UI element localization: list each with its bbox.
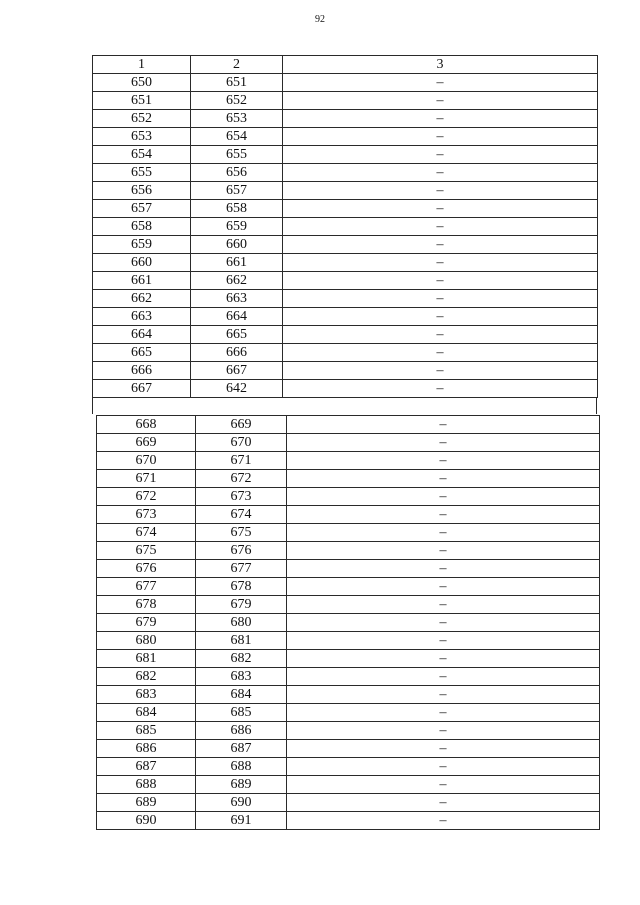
table-cell-col3: – xyxy=(287,686,600,704)
table-header-row xyxy=(93,56,598,74)
column-header-2: 2 xyxy=(191,56,283,74)
column-header-3: 3 xyxy=(283,56,598,74)
table-row xyxy=(97,812,600,830)
table-cell-col1: 652 xyxy=(93,110,191,128)
table-cell-col3: – xyxy=(287,488,600,506)
table-cell-col3: – xyxy=(283,182,598,200)
table-cell-col3: – xyxy=(287,578,600,596)
table-cell-col2: 683 xyxy=(196,668,287,686)
table-cell-col3: – xyxy=(283,344,598,362)
table-cell-col2: 684 xyxy=(196,686,287,704)
table-cell-col2: 679 xyxy=(196,596,287,614)
table-cell-col2: 642 xyxy=(191,380,283,398)
table-row xyxy=(97,542,600,560)
table-cell-col2: 687 xyxy=(196,740,287,758)
table-row xyxy=(93,236,598,254)
table-cell-col2: 659 xyxy=(191,218,283,236)
table-cell-col1: 662 xyxy=(93,290,191,308)
data-table-top xyxy=(92,55,598,398)
table-cell-col1: 661 xyxy=(93,272,191,290)
table-cell-col3: – xyxy=(287,650,600,668)
table-row xyxy=(97,614,600,632)
table-cell-col1: 651 xyxy=(93,92,191,110)
table-cell-col2: 656 xyxy=(191,164,283,182)
table-cell-col1: 657 xyxy=(93,200,191,218)
table-cell-col1: 658 xyxy=(93,218,191,236)
table-row xyxy=(93,182,598,200)
table-cell-col1: 675 xyxy=(97,542,196,560)
table-cell-col2: 662 xyxy=(191,272,283,290)
table-row xyxy=(93,92,598,110)
table-cell-col1: 681 xyxy=(97,650,196,668)
table-row xyxy=(97,524,600,542)
table-cell-col1: 667 xyxy=(93,380,191,398)
table-cell-col1: 678 xyxy=(97,596,196,614)
table-cell-col3: – xyxy=(287,722,600,740)
table-row xyxy=(97,488,600,506)
table-cell-col2: 685 xyxy=(196,704,287,722)
table-cell-col3: – xyxy=(287,632,600,650)
table-cell-col2: 681 xyxy=(196,632,287,650)
table-cell-col2: 672 xyxy=(196,470,287,488)
table-cell-col1: 669 xyxy=(97,434,196,452)
table-cell-col3: – xyxy=(287,740,600,758)
table-cell-col3: – xyxy=(287,560,600,578)
table-cell-col1: 673 xyxy=(97,506,196,524)
table-row xyxy=(93,164,598,182)
table-row xyxy=(93,218,598,236)
table-cell-col2: 653 xyxy=(191,110,283,128)
table-cell-col1: 668 xyxy=(97,416,196,434)
table-row xyxy=(93,326,598,344)
table-cell-col2: 661 xyxy=(191,254,283,272)
table-cell-col2: 673 xyxy=(196,488,287,506)
table-row xyxy=(93,146,598,164)
column-header-1: 1 xyxy=(93,56,191,74)
table-cell-col1: 654 xyxy=(93,146,191,164)
table-cell-col3: – xyxy=(283,128,598,146)
table-row xyxy=(97,740,600,758)
table-cell-col1: 684 xyxy=(97,704,196,722)
table-cell-col3: – xyxy=(283,290,598,308)
table-cell-col2: 669 xyxy=(196,416,287,434)
table-cell-col1: 688 xyxy=(97,776,196,794)
table-row xyxy=(97,434,600,452)
table-cell-col2: 655 xyxy=(191,146,283,164)
table-cell-col1: 680 xyxy=(97,632,196,650)
table-cell-col1: 660 xyxy=(93,254,191,272)
table-cell-col2: 657 xyxy=(191,182,283,200)
table-cell-col3: – xyxy=(283,200,598,218)
table-cell-col3: – xyxy=(283,272,598,290)
table-cell-col2: 678 xyxy=(196,578,287,596)
table-cell-col1: 671 xyxy=(97,470,196,488)
table-row xyxy=(97,506,600,524)
table-cell-col1: 653 xyxy=(93,128,191,146)
table-gap-row xyxy=(92,397,597,414)
table-cell-col1: 677 xyxy=(97,578,196,596)
table-row xyxy=(93,380,598,398)
data-table-bottom xyxy=(96,415,600,830)
table-row xyxy=(93,272,598,290)
table-cell-col3: – xyxy=(287,596,600,614)
table-cell-col3: – xyxy=(283,380,598,398)
table-cell-col3: – xyxy=(287,434,600,452)
table-cell-col2: 675 xyxy=(196,524,287,542)
table-row xyxy=(93,344,598,362)
table-cell-col1: 683 xyxy=(97,686,196,704)
table-row xyxy=(93,74,598,92)
table-cell-col1: 665 xyxy=(93,344,191,362)
table-cell-col3: – xyxy=(283,218,598,236)
table-cell-col3: – xyxy=(287,542,600,560)
table-row xyxy=(97,686,600,704)
table-cell-col2: 676 xyxy=(196,542,287,560)
table-cell-col3: – xyxy=(287,506,600,524)
table-row xyxy=(97,668,600,686)
table-cell-col1: 674 xyxy=(97,524,196,542)
table-cell-col2: 664 xyxy=(191,308,283,326)
table-row xyxy=(97,758,600,776)
table-row xyxy=(97,722,600,740)
table-cell-col2: 658 xyxy=(191,200,283,218)
table-cell-col2: 671 xyxy=(196,452,287,470)
table-cell-col2: 651 xyxy=(191,74,283,92)
table-cell-col3: – xyxy=(283,164,598,182)
table-cell-col1: 685 xyxy=(97,722,196,740)
table-cell-col1: 666 xyxy=(93,362,191,380)
table-row xyxy=(97,650,600,668)
table-cell-col1: 682 xyxy=(97,668,196,686)
table-cell-col1: 690 xyxy=(97,812,196,830)
table-cell-col1: 670 xyxy=(97,452,196,470)
table-cell-col3: – xyxy=(287,812,600,830)
table-row xyxy=(93,362,598,380)
table-cell-col2: 654 xyxy=(191,128,283,146)
table-cell-col3: – xyxy=(283,146,598,164)
table-row xyxy=(97,470,600,488)
table-cell-col1: 676 xyxy=(97,560,196,578)
table-cell-col3: – xyxy=(287,758,600,776)
table-row xyxy=(93,290,598,308)
table-cell-col2: 652 xyxy=(191,92,283,110)
table-cell-col3: – xyxy=(287,704,600,722)
table-cell-col2: 666 xyxy=(191,344,283,362)
table-cell-col1: 659 xyxy=(93,236,191,254)
table-row xyxy=(93,128,598,146)
table-cell-col2: 691 xyxy=(196,812,287,830)
table-row xyxy=(97,794,600,812)
table-cell-col3: – xyxy=(287,470,600,488)
table-cell-col2: 688 xyxy=(196,758,287,776)
table-cell-col3: – xyxy=(287,776,600,794)
table-cell-col2: 660 xyxy=(191,236,283,254)
table-cell-col3: – xyxy=(283,254,598,272)
table-row xyxy=(97,704,600,722)
table-cell-col3: – xyxy=(287,524,600,542)
table-cell-col2: 686 xyxy=(196,722,287,740)
table-row xyxy=(97,632,600,650)
table-row xyxy=(97,560,600,578)
table-row xyxy=(93,308,598,326)
table-cell-col2: 665 xyxy=(191,326,283,344)
table-cell-col1: 664 xyxy=(93,326,191,344)
table-cell-col3: – xyxy=(287,416,600,434)
table-cell-col2: 663 xyxy=(191,290,283,308)
table-cell-col2: 677 xyxy=(196,560,287,578)
table-cell-col2: 670 xyxy=(196,434,287,452)
table-cell-col2: 674 xyxy=(196,506,287,524)
table-cell-col2: 680 xyxy=(196,614,287,632)
table-cell-col2: 689 xyxy=(196,776,287,794)
table-cell-col3: – xyxy=(283,326,598,344)
table-cell-col1: 679 xyxy=(97,614,196,632)
table-row xyxy=(97,416,600,434)
table-cell-col3: – xyxy=(287,452,600,470)
table-cell-col3: – xyxy=(287,794,600,812)
table-cell-col3: – xyxy=(287,668,600,686)
table-cell-col1: 686 xyxy=(97,740,196,758)
table-row xyxy=(97,596,600,614)
table-cell-col1: 663 xyxy=(93,308,191,326)
table-cell-col3: – xyxy=(283,308,598,326)
table-cell-col2: 690 xyxy=(196,794,287,812)
table-cell-col3: – xyxy=(283,92,598,110)
table-cell-col3: – xyxy=(283,362,598,380)
table-cell-col3: – xyxy=(287,614,600,632)
table-cell-col1: 687 xyxy=(97,758,196,776)
table-cell-col1: 672 xyxy=(97,488,196,506)
table-cell-col1: 650 xyxy=(93,74,191,92)
table-row xyxy=(93,200,598,218)
table-row xyxy=(93,254,598,272)
table-row xyxy=(97,776,600,794)
table-cell-col2: 667 xyxy=(191,362,283,380)
table-row xyxy=(97,578,600,596)
table-cell-col2: 682 xyxy=(196,650,287,668)
page-number: 92 xyxy=(315,14,325,25)
table-cell-col1: 655 xyxy=(93,164,191,182)
table-cell-col1: 689 xyxy=(97,794,196,812)
table-row xyxy=(97,452,600,470)
table-row xyxy=(93,110,598,128)
table-cell-col3: – xyxy=(283,236,598,254)
table-cell-col1: 656 xyxy=(93,182,191,200)
table-cell-col3: – xyxy=(283,110,598,128)
table-cell-col3: – xyxy=(283,74,598,92)
